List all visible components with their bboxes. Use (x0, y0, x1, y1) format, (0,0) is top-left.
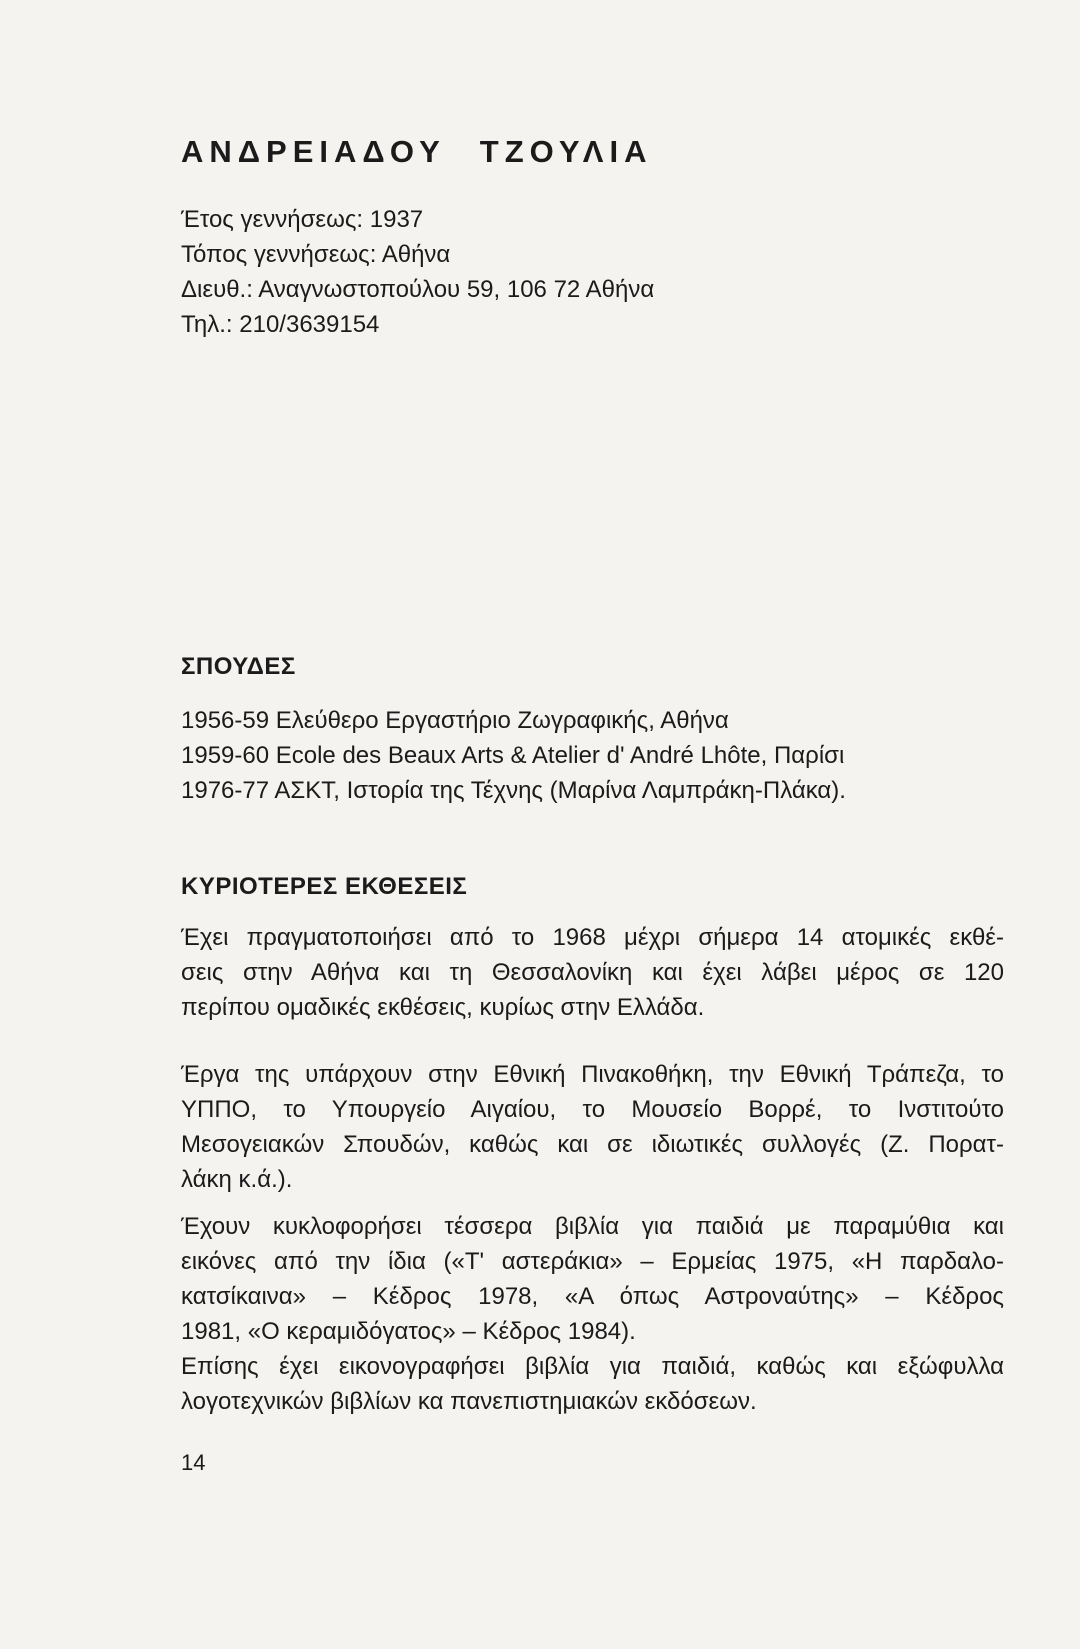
artist-given-name: ΤΖΟΥΛΙΑ (479, 134, 653, 169)
text-line: 1981, «Ο κεραμιδόγατος» – Κέδρος 1984). (181, 1318, 636, 1345)
text-line: Έχουν κυκλοφορήσει τέσσερα βιβλία για παιδιά με παραμύθια και (181, 1213, 1004, 1240)
books-paragraph (181, 1209, 1004, 1349)
artist-name-title (181, 132, 1004, 172)
phone: Τηλ.: 210/3639154 (181, 311, 380, 338)
text-line: εικόνες από την ίδια («Τ' αστεράκια» – Ερμείας 1975, «Η παρδαλο- (181, 1248, 1004, 1275)
text-line: Επίσης έχει εικονογραφήσει βιβλία για παιδιά, καθώς και εξώφυλλα (181, 1353, 1004, 1380)
text-line: σεις στην Αθήνα και τη Θεσσαλονίκη και έχει λάβει μέρος σε 120 (181, 959, 1004, 986)
text-line: Έχει πραγματοποιήσει από το 1968 μέχρι σήμερα 14 ατομικές εκθέ- (181, 924, 1004, 951)
text-line: Μεσογειακών Σπουδών, καθώς και σε ιδιωτικές συλλογές (Ζ. Πορατ- (181, 1131, 1004, 1158)
collections-paragraph (181, 1057, 1004, 1197)
studies-list (181, 703, 1004, 808)
studies-heading: ΣΠΟΥΔΕΣ (181, 653, 296, 680)
study-item: 1956-59 Ελεύθερο Εργαστήριο Ζωγραφικής, Αθήνα (181, 707, 729, 734)
artist-surname: ΑΝΔΡΕΙΑΔΟΥ (181, 134, 446, 169)
studies-section (181, 649, 1004, 684)
text-line: ΥΠΠΟ, το Υπουργείο Αιγαίου, το Μουσείο Βορρέ, το Ινστιτούτο (181, 1096, 1004, 1123)
text-line: κατσίκαινα» – Κέδρος 1978, «Α όπως Αστροναύτης» – Κέδρος (181, 1283, 1004, 1310)
birth-year: Έτος γεννήσεως: 1937 (181, 206, 424, 233)
exhibitions-section (181, 869, 1004, 904)
personal-info (181, 202, 1004, 342)
study-item: 1976-77 ΑΣΚΤ, Ιστορία της Τέχνης (Μαρίνα Λαμπράκη-Πλάκα). (181, 777, 846, 804)
illustration-paragraph (181, 1349, 1004, 1419)
text-line: περίπου ομαδικές εκθέσεις, κυρίως στην Ελλάδα. (181, 994, 705, 1021)
text-line: λογοτεχνικών βιβλίων κα πανεπιστημιακών εκδόσεων. (181, 1388, 757, 1415)
page-number: 14 (181, 1450, 206, 1475)
text-line: λάκη κ.ά.). (181, 1166, 293, 1193)
address: Διευθ.: Αναγνωστοπούλου 59, 106 72 Αθήνα (181, 276, 655, 303)
text-line: Έργα της υπάρχουν στην Εθνική Πινακοθήκη, την Εθνική Τράπεζα, το (181, 1061, 1004, 1088)
birth-place: Τόπος γεννήσεως: Αθήνα (181, 241, 451, 268)
study-item: 1959-60 Ecole des Beaux Arts & Atelier d' André Lhôte, Παρίσι (181, 742, 845, 769)
exhibitions-paragraph (181, 920, 1004, 1025)
exhibitions-heading: ΚΥΡΙΟΤΕΡΕΣ ΕΚΘΕΣΕΙΣ (181, 873, 468, 900)
